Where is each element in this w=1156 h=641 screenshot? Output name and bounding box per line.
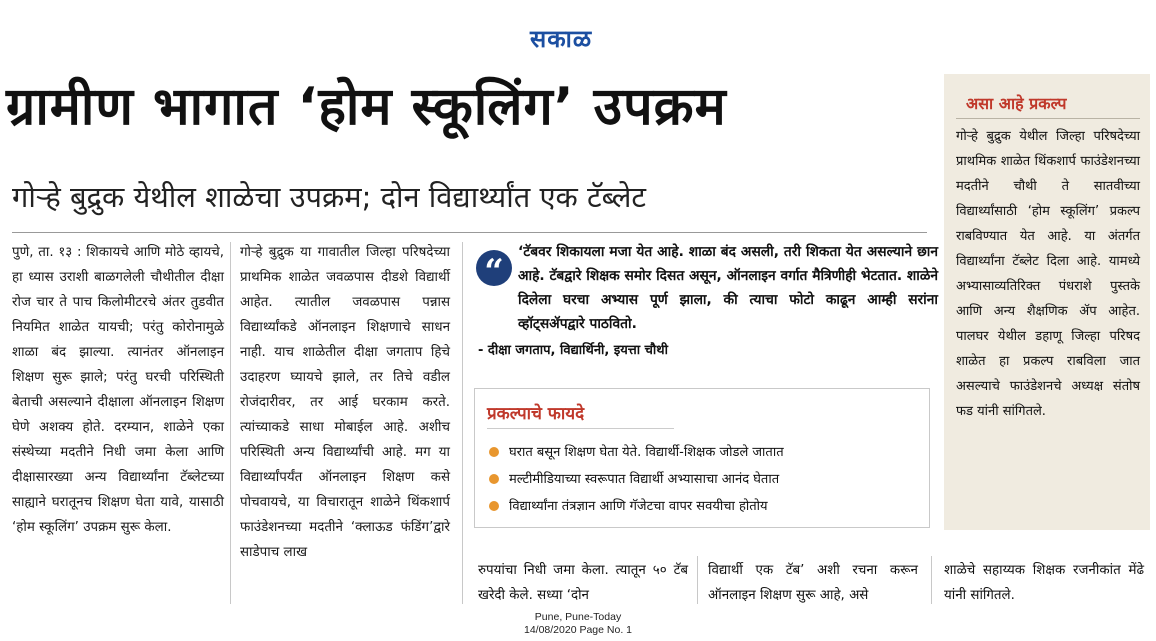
sidebox-text: गोऱ्हे बुद्रुक येथील जिल्हा परिषदेच्या प्राथमिक शाळेत थिंकशार्प फाउंडेशनच्या मदतीने चौथी ते सातवीच्या विद्यार्थ्यांसाठी ‘होम स्कूलिंग’ प्रकल्प राबविण्यात येत आहे. या अंतर्गत विद्यार्थ्यांना टॅब्लेट दिला आहे. यामध्ये अभ्यासाव्यतिरिक्त पंधराशे पुस्तके आणि अन्य शैक्षणिक ॲप आहेत. पालघर येथील डहाणू जिल्हा परिषद शाळेत हा प्रकल्प राबविला जात असल्याचे फाउंडेशनचे अध्यक्ष संतोष फड यांनी सांगितले. xyxy=(956,129,1140,419)
footer-date-page: 14/08/2020 Page No. 1 xyxy=(523,624,632,636)
headline: ग्रामीण भागात ‘होम स्कूलिंग’ उपक्रम xyxy=(6,77,727,137)
sidebox-title: असा आहे प्रकल्प xyxy=(966,94,1067,113)
benefit-text: घरात बसून शिक्षण घेता येते. विद्यार्थी-शिक्षक जोडले जातात xyxy=(509,445,784,460)
subheadline: गोऱ्हे बुद्रुक येथील शाळेचा उपक्रम; दोन विद्यार्थ्यांत एक टॅब्लेट xyxy=(12,180,646,214)
benefit-text: मल्टीमीडियाच्या स्वरूपात विद्यार्थी अभ्यासाचा आनंद घेतात xyxy=(509,472,780,487)
article-column-5-continuation: शाळेचे सहाय्यक शिक्षक रजनीकांत मेंढे यांनी सांगितले. xyxy=(944,563,1144,603)
article-column-1 xyxy=(12,240,224,540)
pull-quote: ‘टॅबवर शिकायला मजा येत आहे. शाळा बंद असली, तरी शिकता येत असल्याने छान आहे. टॅबद्वारे शिक्षक समोर दिसत असून, ऑनलाइन वर्गात मैत्रिणीही भेटतात. शाळेने दिलेला घरचा अभ्यास पूर्ण झाला, की त्याचा फोटो काढून आम्ही सरांना व्हॉट्सॲपद्वारे पाठवितो. xyxy=(518,244,938,332)
column-divider xyxy=(230,242,231,604)
quote-attribution: - दीक्षा जगताप, विद्यार्थिनी, इयत्ता चौथी xyxy=(478,343,668,358)
article-column-2 xyxy=(240,240,450,565)
column-divider xyxy=(931,556,932,604)
quote-mark-icon: “ xyxy=(476,250,512,286)
list-item xyxy=(489,466,909,493)
article-paragraph: पुणे, ता. १३ : शिकायचे आणि मोठे व्हायचे, हा ध्यास उराशी बाळगलेली चौथीतील दीक्षा रोज चार ते पाच किलोमीटरचे अंतर तुडवीत नियमित शाळेत यायची; परंतु कोरोनामुळे शाळा बंद झाल्या. त्यानंतर ऑनलाइन शिक्षण सुरू झाले; परंतु घरची परिस्थिती बेताची असल्याने दीक्षाला ऑनलाइन शिक्षण घेणे अशक्य होते. दरम्यान, शाळेने एका संस्थेच्या मदतीने निधी जमा केला आणि दीक्षासारख्या अन्य विद्यार्थ्यांना टॅब्लेटच्या साह्याने घरातूनच शिक्षण घेता यावे, यासाठी ‘होम स्कूलिंग’ उपक्रम सुरू केला. xyxy=(12,245,224,535)
project-sidebox xyxy=(944,74,1150,530)
benefits-list xyxy=(489,439,909,520)
masthead-logo: सकाळ xyxy=(530,25,593,53)
page-footer xyxy=(0,611,1156,637)
headline-divider xyxy=(12,232,927,233)
benefits-title: प्रकल्पाचे फायदे xyxy=(487,401,674,429)
sidebox-divider xyxy=(956,118,1140,119)
bullet-dot-icon xyxy=(489,474,499,484)
benefit-text: विद्यार्थ्यांना तंत्रज्ञान आणि गॅजेटचा वापर सवयीचा होतोय xyxy=(509,499,768,514)
column-divider xyxy=(697,556,698,604)
benefits-box xyxy=(474,388,930,528)
article-paragraph: गोऱ्हे बुद्रुक या गावातील जिल्हा परिषदेच्या प्राथमिक शाळेत जवळपास दीडशे विद्यार्थी आहेत. त्यातील जवळपास पन्नास विद्यार्थ्यांकडे ऑनलाइन शिक्षणाचे साधन नाही. याच शाळेतील दीक्षा जगताप हिचे उदाहरण घ्यायचे झाले, तर तिचे वडील रोजंदारीवर, तर आई घरकाम करते. त्यांच्याकडे साधा मोबाईल आहे. अशीच परिस्थिती अन्य विद्यार्थ्यांची आहे. मग या विद्यार्थ्यांपर्यंत ऑनलाइन शिक्षण कसे पोचवायचे, या विचारातून शाळेने थिंकशार्प फाउंडेशनच्या मदतीने ‘क्लाऊड फंडिंग’द्वारे साडेपाच लाख xyxy=(240,245,450,560)
column-divider xyxy=(462,242,463,604)
bullet-dot-icon xyxy=(489,447,499,457)
article-column-4-continuation: विद्यार्थी एक टॅब’ अशी रचना करून ऑनलाइन शिक्षण सुरू आहे, असे xyxy=(708,563,918,603)
footer-edition: Pune, Pune-Today xyxy=(534,611,622,623)
article-column-3-continuation: रुपयांचा निधी जमा केला. त्यातून ५० टॅब खरेदी केले. सध्या ‘दोन xyxy=(478,563,688,603)
bullet-dot-icon xyxy=(489,501,499,511)
list-item xyxy=(489,493,909,520)
list-item xyxy=(489,439,909,466)
